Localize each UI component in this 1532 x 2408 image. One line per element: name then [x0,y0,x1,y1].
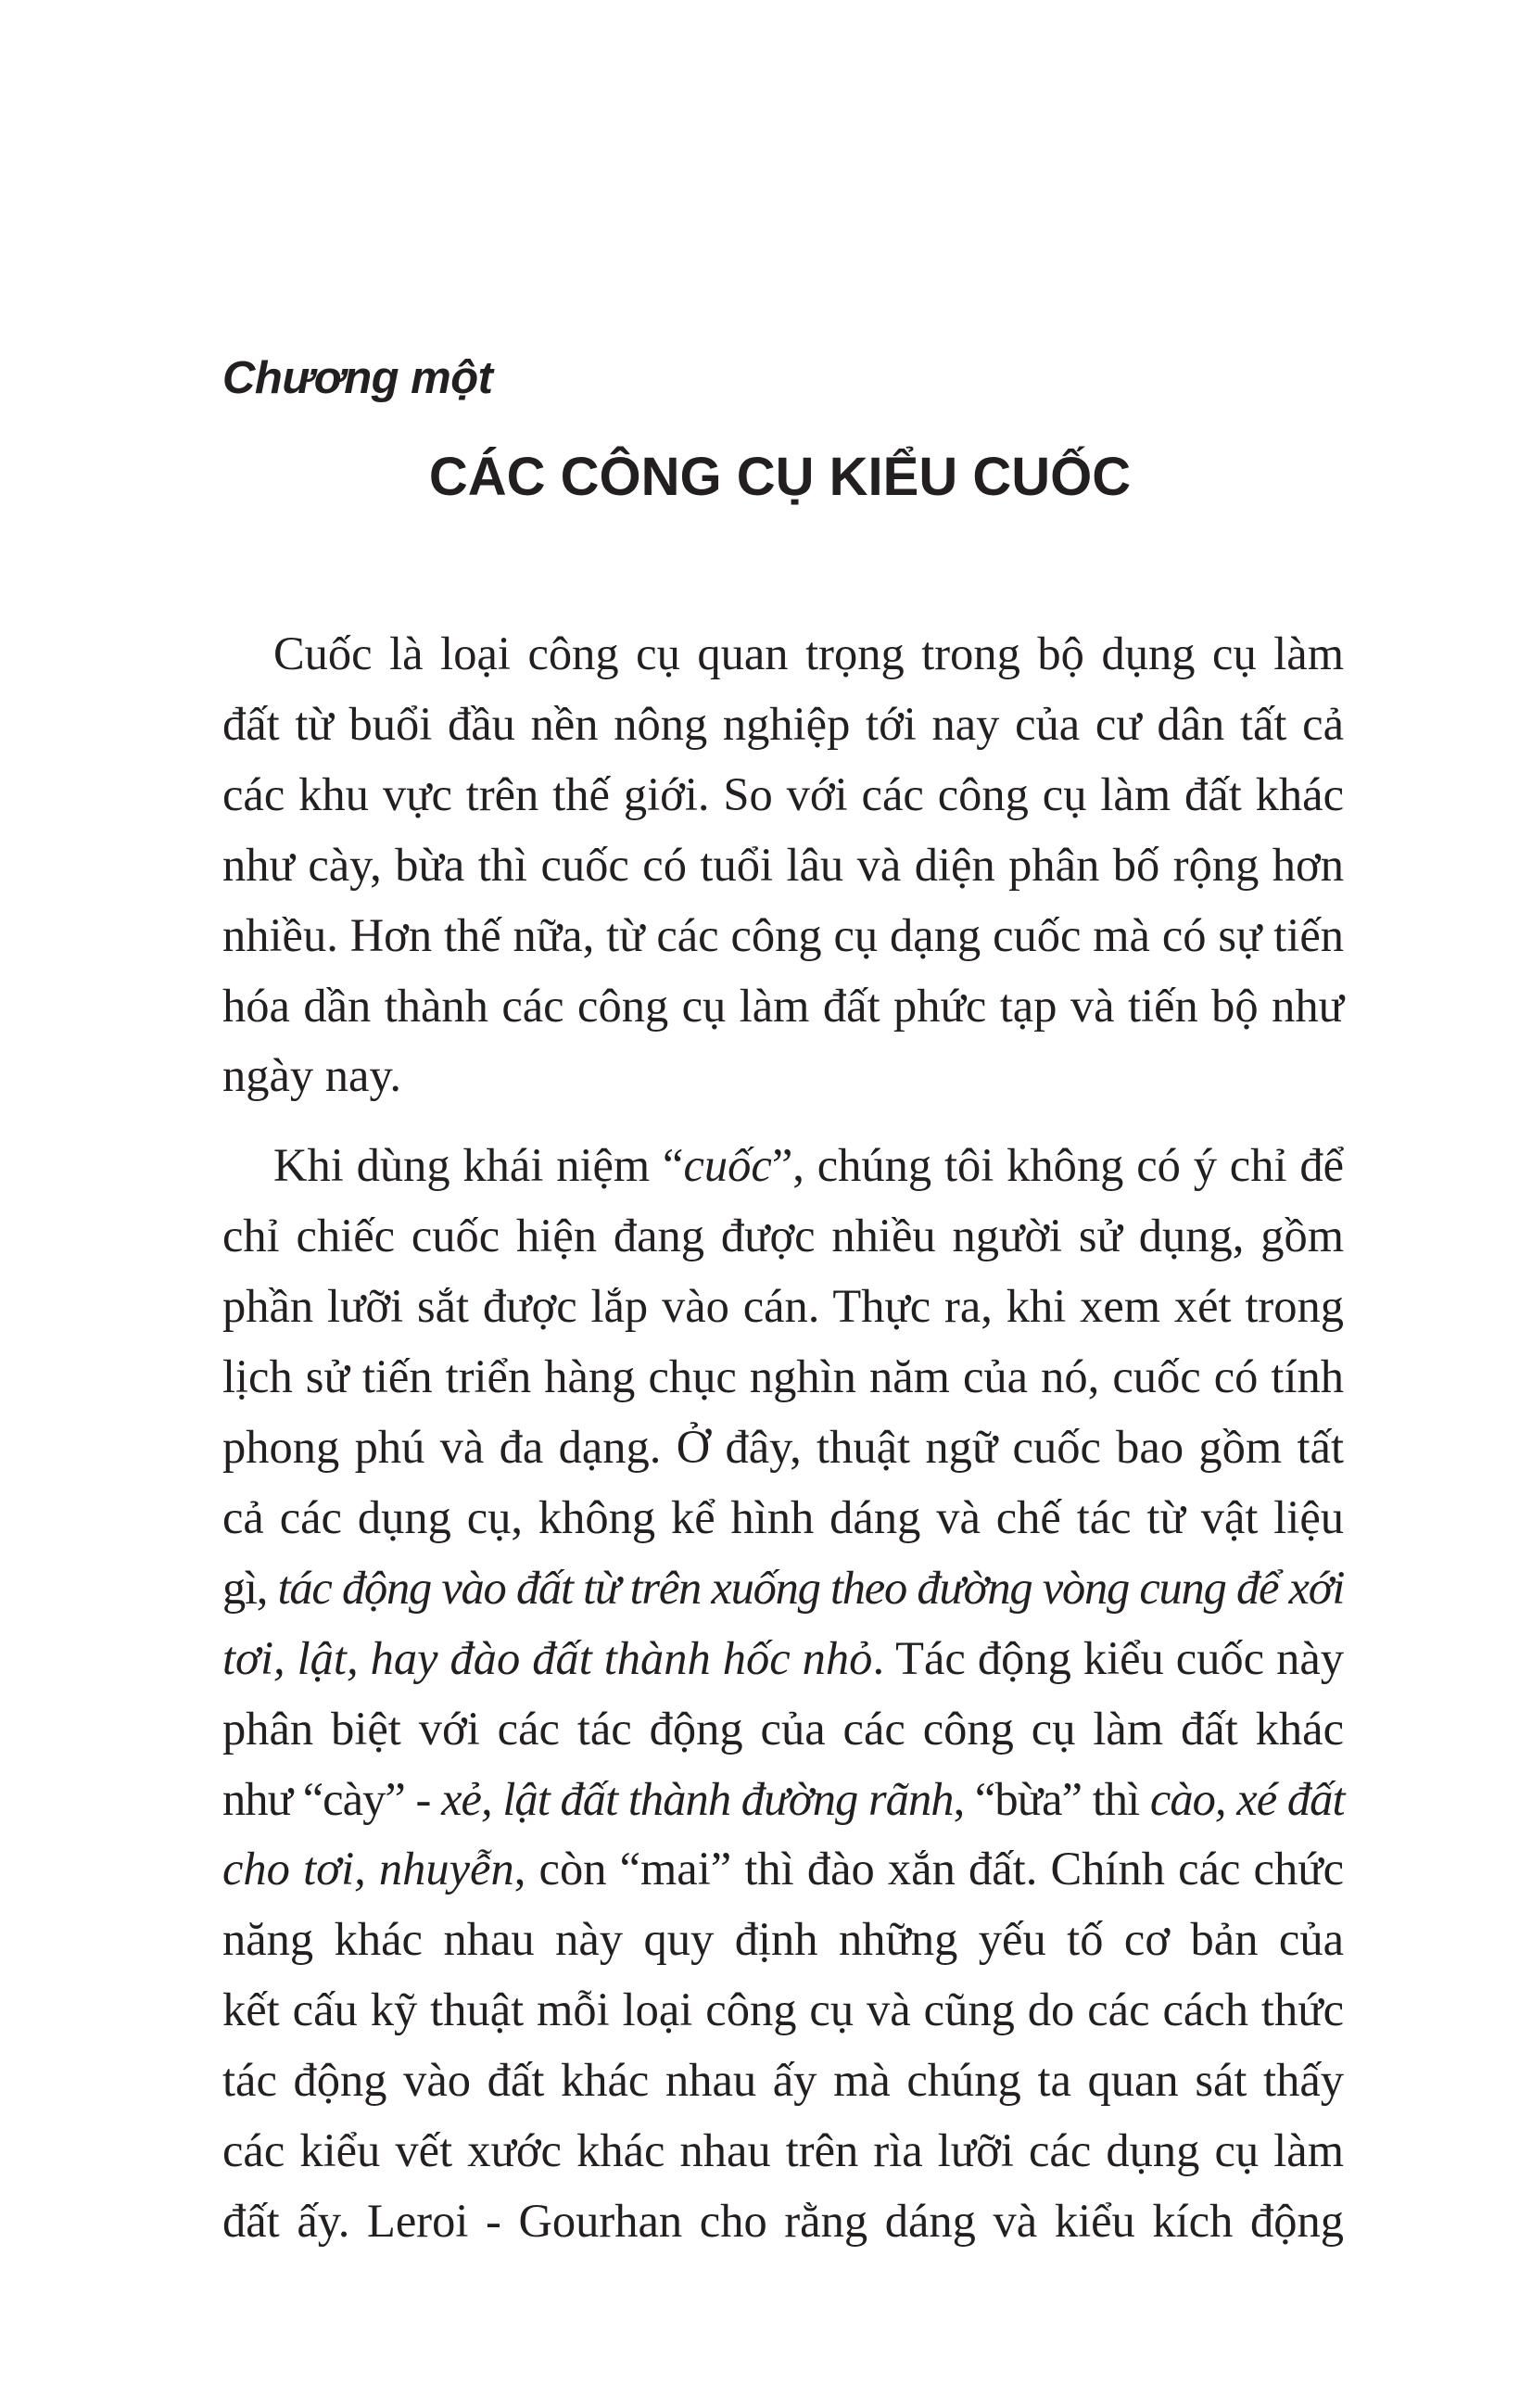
paragraph-2-line-10 [222,1765,1344,1835]
chapter-label: Chương một [222,353,493,403]
paragraph-2-line-3: phần lưỡi sắt được lắp vào cán. Thực ra, khi xem xét trong [222,1280,1344,1333]
paragraph-2-line-4: lịch sử tiến triển hàng chục nghìn năm của nó, cuốc có tính [222,1350,1344,1403]
text-run: như “cày” - [222,1772,442,1825]
paragraph-2-line-1 [222,1131,1344,1201]
italic-definition: cho tơi, nhuyễn [222,1843,514,1895]
paragraph-2-line-2: chỉ chiếc cuốc hiện đang được nhiều người sử dụng, gồm [222,1210,1344,1262]
paragraph-2-line-13: kết cấu kỹ thuật mỗi loại công cụ và cũng do các cách thức [222,1983,1344,2036]
italic-term: cuốc [683,1139,772,1192]
paragraph-2-line-7 [222,1553,1344,1624]
paragraph-1-line-6: hóa dần thành các công cụ làm đất phức tạp và tiến bộ như [222,979,1344,1032]
text-run: ”, chúng tôi không có ý chỉ để [771,1139,1344,1192]
paragraph-2-line-15: các kiểu vết xước khác nhau trên rìa lưỡi các dụng cụ làm [222,2124,1344,2177]
paragraph-1-line-2: đất từ buổi đầu nền nông nghiệp tới nay của cư dân tất cả [222,697,1344,750]
text-run: . Tác động kiểu cuốc này [872,1631,1344,1684]
italic-definition: cào, xé đất [1149,1772,1345,1825]
body-text [222,619,1344,2257]
paragraph-2-line-14: tác động vào đất khác nhau ấy mà chúng ta quan sát thấy [222,2054,1344,2107]
paragraph-2 [222,1131,1344,2257]
text-run: gì, [222,1561,278,1614]
paragraph-1-line-4: như cày, bừa thì cuốc có tuổi lâu và diện phân bố rộng hơn [222,838,1344,891]
paragraph-1-line-3: các khu vực trên thế giới. So với các công cụ làm đất khác [222,767,1344,820]
italic-definition: xẻ, lật đất thành đường rãnh [441,1772,954,1825]
paragraph-1-line-1: Cuốc là loại công cụ quan trọng trong bộ dụng cụ làm [273,627,1344,679]
paragraph-2-line-9: phân biệt với các tác động của các công cụ làm đất khác [222,1702,1344,1755]
paragraph-1-line-7: ngày nay. [222,1049,402,1102]
text-run: Khi dùng khái niệm “ [273,1139,684,1192]
paragraph-2-line-12: năng khác nhau này quy định những yếu tố cơ bản của [222,1913,1344,1966]
paragraph-2-line-8 [222,1624,1344,1694]
text-run: , còn “mai” thì đào xắn đất. Chính các chức [513,1843,1344,1895]
text-run: , “bừa” thì [953,1772,1150,1825]
italic-definition: tác động vào đất từ trên xuống theo đường vòng cung để xới [277,1561,1345,1614]
paragraph-2-line-11 [222,1834,1344,1905]
italic-definition: tơi, lật, hay đào đất thành hốc nhỏ [222,1631,873,1684]
paragraph-1-line-5: nhiều. Hơn thế nữa, từ các công cụ dạng cuốc mà có sự tiến [222,908,1344,961]
paragraph-2-line-6: cả các dụng cụ, không kể hình dáng và chế tác từ vật liệu [222,1490,1344,1543]
chapter-title: CÁC CÔNG CỤ KIỂU CUỐC [428,447,1132,507]
paragraph-2-line-5: phong phú và đa dạng. Ở đây, thuật ngữ cuốc bao gồm tất [222,1420,1344,1473]
paragraph-1 [222,619,1344,1111]
paragraph-2-line-16: đất ấy. Leroi - Gourhan cho rằng dáng và kiểu kích động [222,2194,1344,2247]
